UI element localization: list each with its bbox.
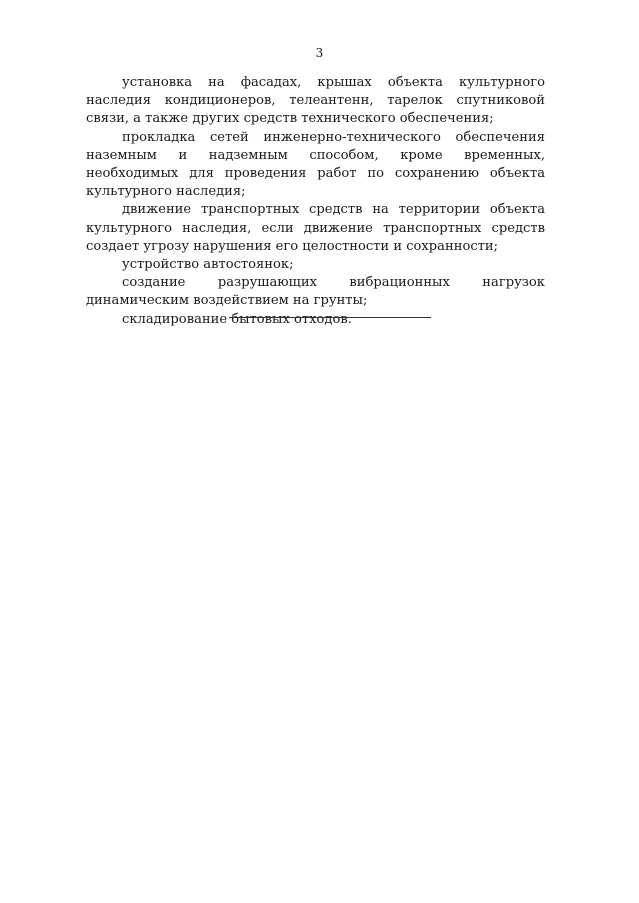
paragraph-utility-networks: прокладка сетей инженерно-технического обеспечения наземным и надземным способом, кроме временных, необходимых для проведения работ по сохранению объекта культурного наследия; xyxy=(86,129,545,200)
paragraph-vibration-loads: создание разрушающих вибрационных нагрузок динамическим воздействием на грунты; xyxy=(86,275,545,309)
paragraph-waste-storage: складирование бытовых отходов. xyxy=(122,311,352,327)
paragraph-vehicle-traffic: движение транспортных средств на территории объекта культурного наследия, если движение транспортных средств создает угрозу нарушения его целостности и сохранности; xyxy=(86,202,545,254)
paragraph-parking: устройство автостоянок; xyxy=(122,257,294,273)
paragraph-facade-installation: установка на фасадах, крышах объекта культурного наследия кондиционеров, телеантенн, тарелок спутниковой связи, а также других средств технического обеспечения; xyxy=(86,75,545,127)
closing-separator-line xyxy=(229,317,431,318)
document-body xyxy=(86,74,545,329)
page-number: 3 xyxy=(315,46,324,60)
